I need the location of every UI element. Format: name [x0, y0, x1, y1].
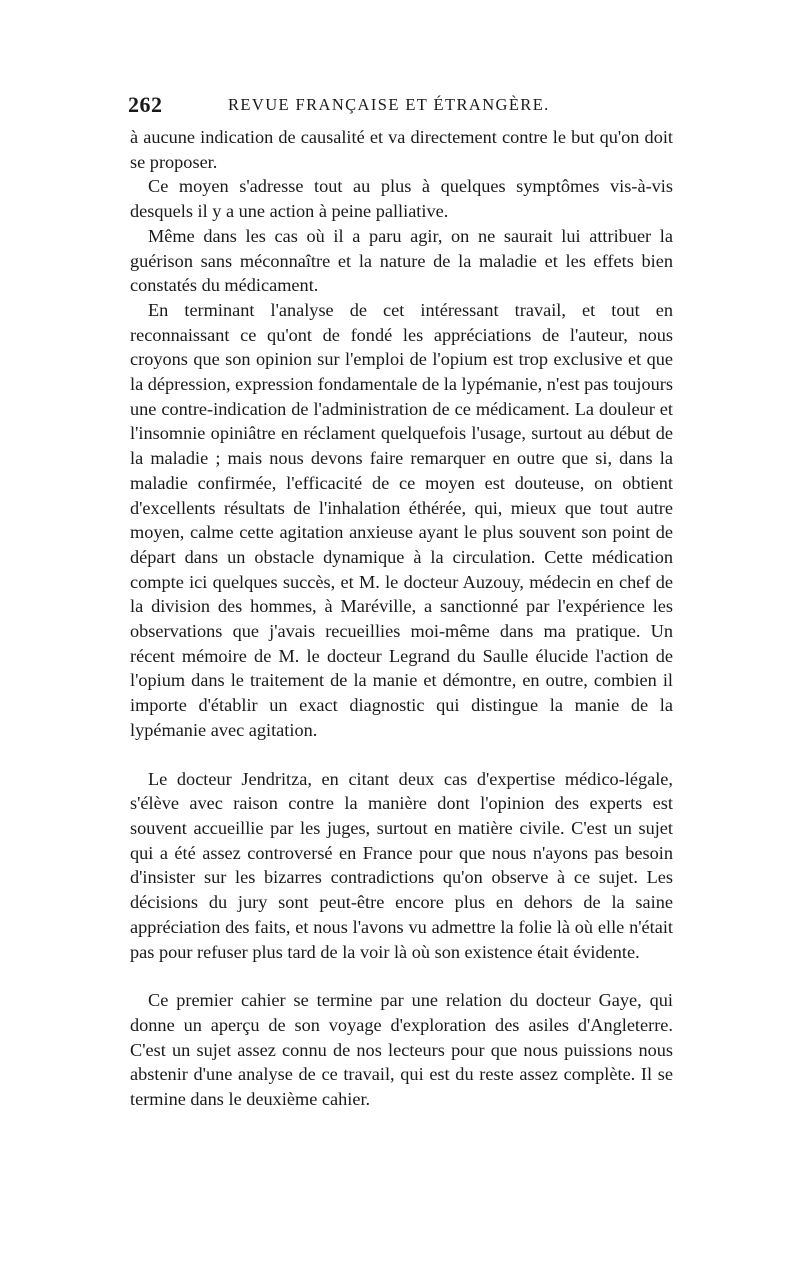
- paragraph: Ce moyen s'adresse tout au plus à quelques symptômes vis-à-vis desquels il y a une action à peine palliative.: [130, 176, 673, 222]
- paragraph-continuation: à aucune indication de causalité et va directement contre le but qu'on doit se proposer.: [130, 127, 673, 172]
- paragraph: Même dans les cas où il a paru agir, on ne saurait lui attribuer la guérison sans méconnaître et la nature de la maladie et les effets bien constatés du médicament.: [130, 225, 673, 296]
- page-number: 262: [128, 92, 163, 117]
- paragraph: En terminant l'analyse de cet intéressant travail, et tout en reconnaissant ce qu'ont de fondé les appréciations de l'auteur, nous croyons que son opinion sur l'emploi de l'opium est trop exclusive et que la dépression, expression fondamentale de la lypémanie, n'est pas toujours une contre-indication de l'administration de ce médicament. La douleur et l'insomnie opiniâtre en réclament quelquefois l'usage, surtout au début de la maladie ; mais nous devons faire remarquer en outre que si, dans la maladie confirmée, l'efficacité de ce moyen est douteuse, on obtient d'excellents résultats de l'inhalation éthérée, qui, mieux que tout autre moyen, calme cette agitation anxieuse ayant le plus souvent son point de départ dans un obstacle dynamique à la circulation. Cette médication compte ici quelques succès, et M. le docteur Auzouy, médecin en chef de la division des hommes, à Maréville, a sanctionné par l'expérience les observations que j'avais recueillies moi-même dans ma pratique. Un récent mémoire de M. le docteur Legrand du Saulle élucide l'action de l'opium dans le traitement de la manie et démontre, en outre, combien il importe d'établir un exact diagnostic qui distingue la manie de la lypémanie avec agitation.: [130, 299, 673, 740]
- paragraph: Ce premier cahier se termine par une relation du docteur Gaye, qui donne un aperçu de son voyage d'exploration des asiles d'Angleterre. C'est un sujet assez connu de nos lecteurs pour que nous puissions nous abstenir d'une analyse de ce travail, qui est du reste assez complète. Il se termine dans le deuxième cahier.: [130, 990, 673, 1110]
- body-text: [130, 125, 673, 1112]
- running-head: REVUE FRANÇAISE ET ÉTRANGÈRE.: [228, 95, 550, 114]
- page-header: [128, 92, 673, 122]
- paragraph: Le docteur Jendritza, en citant deux cas d'expertise médico-légale, s'élève avec raison contre la manière dont l'opinion des experts est souvent accueillie par les juges, surtout en matière civile. C'est un sujet qui a été assez controversé en France pour que nous n'ayons pas besoin d'insister sur les bizarres contradictions qu'on observe à ce sujet. Les décisions du jury sont peut-être encore plus en dehors de la saine appréciation des faits, et nous l'avons vu admettre la folie là où elle n'était pas pour refuser plus tard de la voir là où son existence était évidente.: [130, 768, 673, 962]
